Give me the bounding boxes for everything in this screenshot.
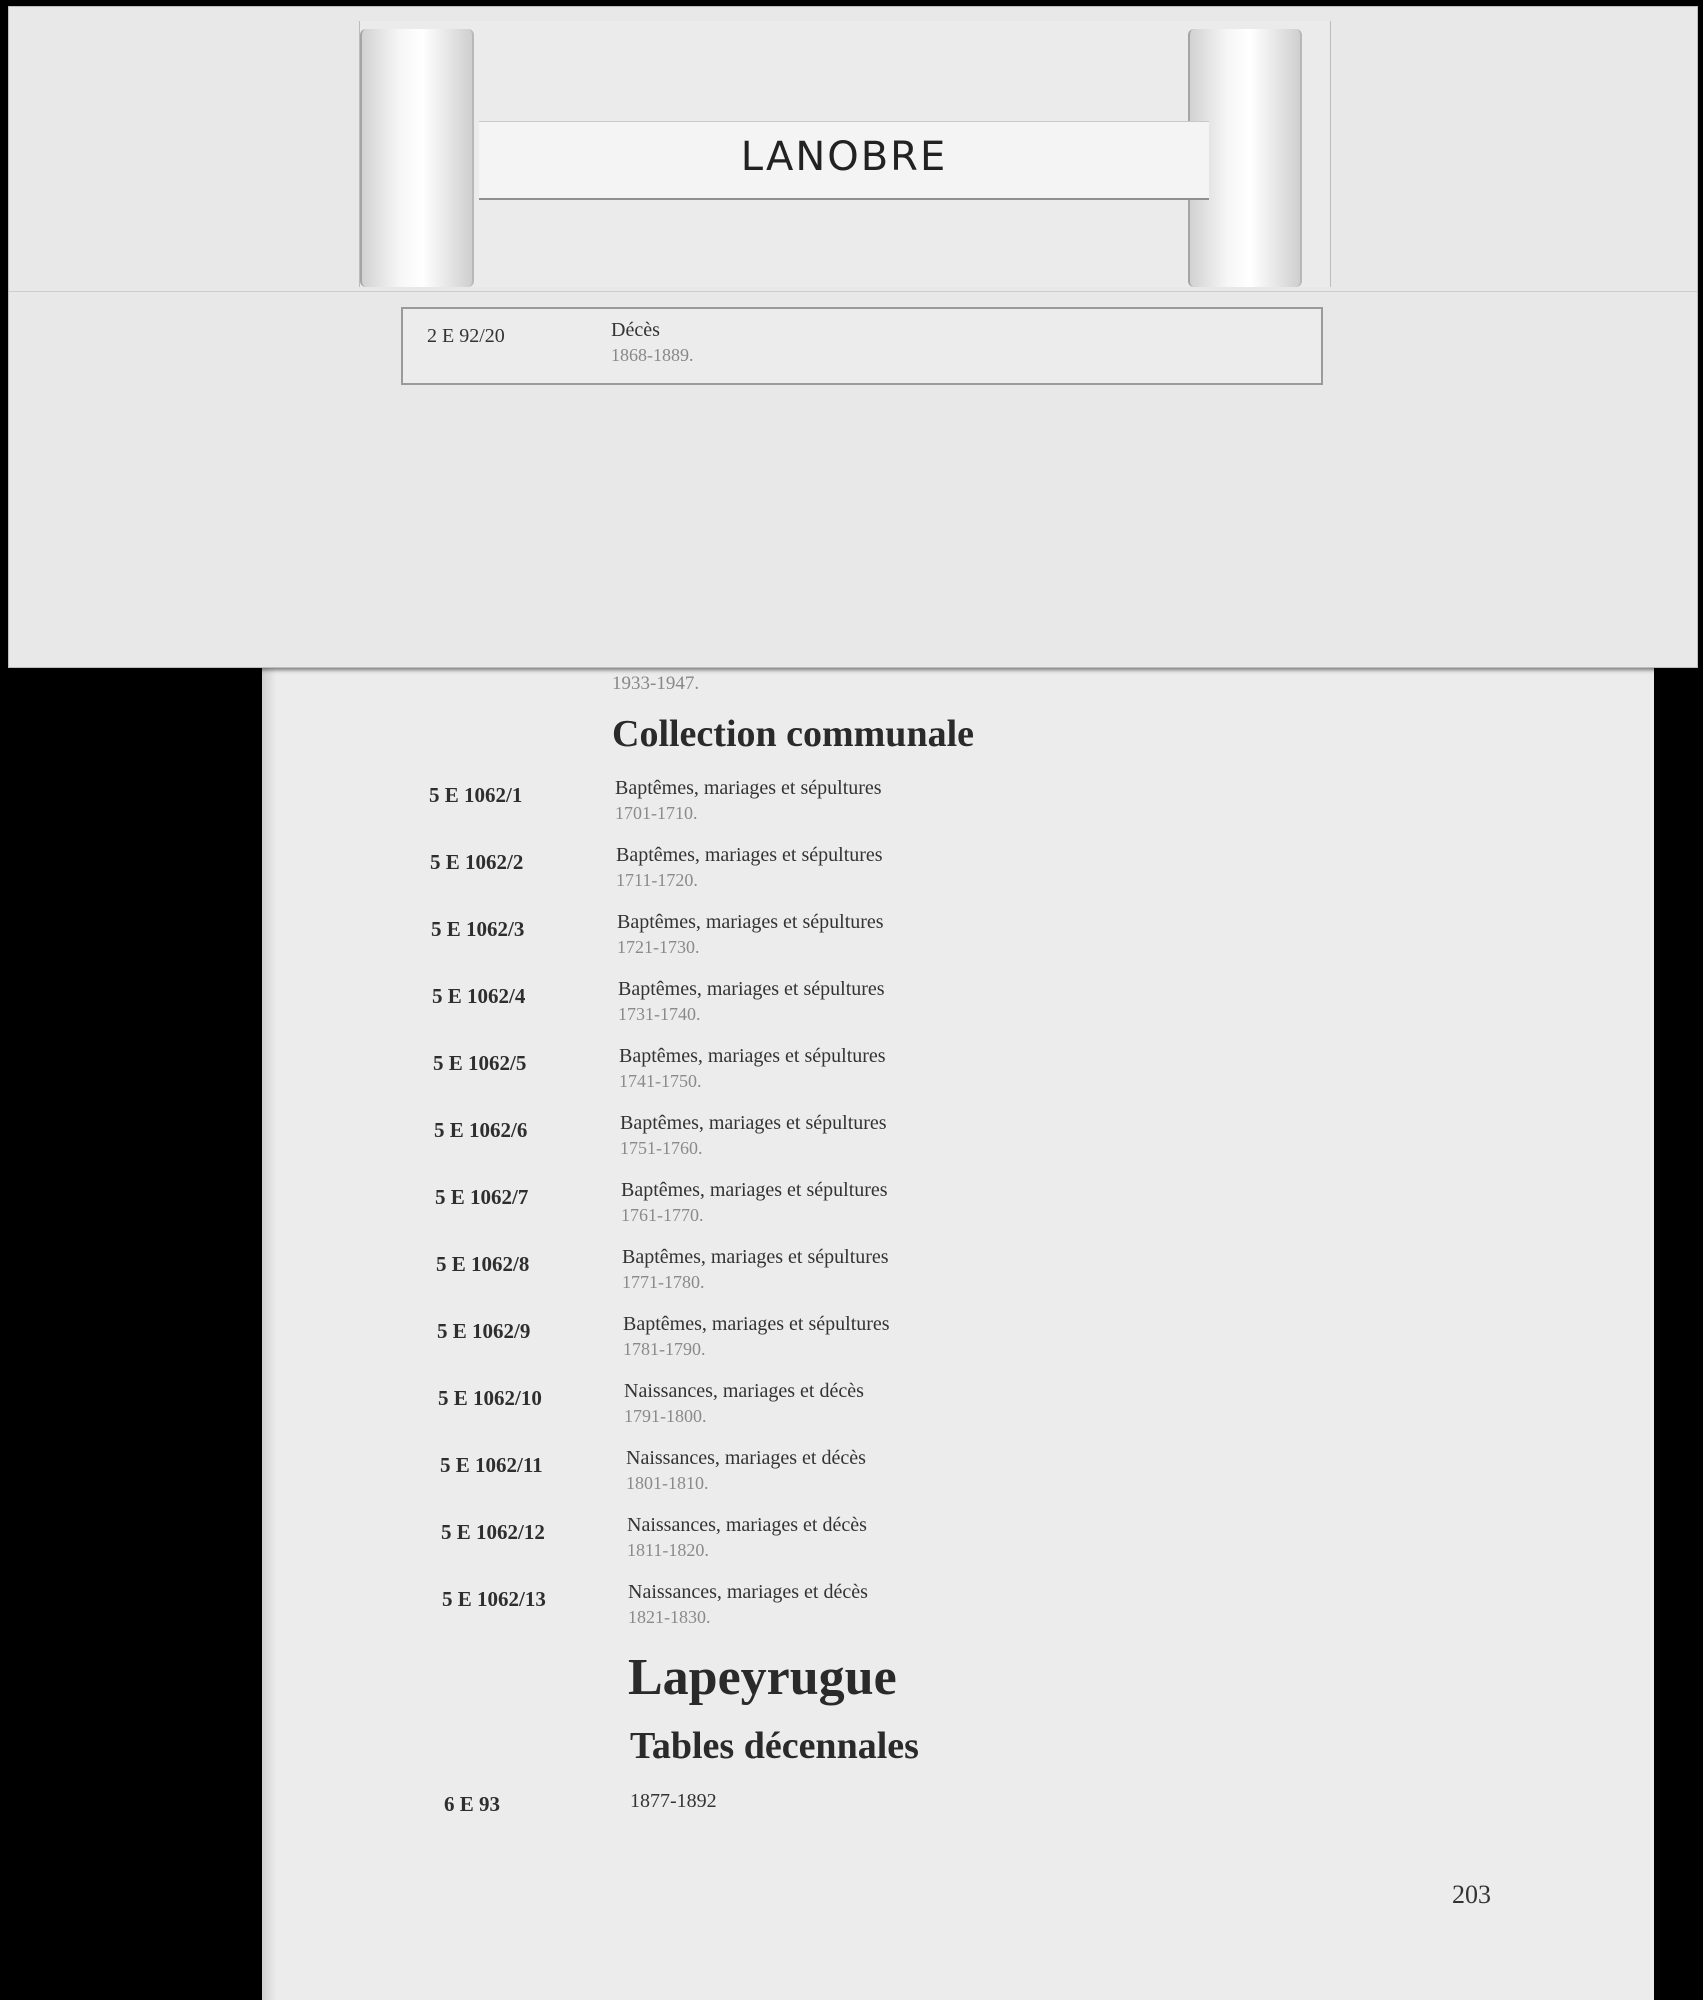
entry-code: 5 E 1062/8: [436, 1252, 530, 1276]
partial-entry-dates: 1933-1947.: [612, 673, 700, 694]
entry-description: Naissances, mariages et décès: [627, 1514, 867, 1536]
entry-dates: 1771-1780.: [622, 1272, 705, 1292]
entry-code: 5 E 1062/11: [440, 1453, 543, 1477]
entry-code: 5 E 1062/6: [434, 1118, 528, 1142]
commune-label: [479, 121, 1209, 200]
entry-code: 6 E 93: [444, 1792, 501, 1816]
entry-code: 2 E 92/20: [427, 325, 505, 347]
entry-description: Baptêmes, mariages et sépultures: [616, 844, 883, 866]
entry-dates: 1711-1720.: [616, 870, 698, 890]
entry-dates: 1791-1800.: [624, 1406, 707, 1426]
entry-dates: 1721-1730.: [617, 937, 700, 957]
tape-strip: [360, 29, 474, 287]
entry-dates: 1741-1750.: [619, 1071, 702, 1091]
entry-dates: 1751-1760.: [620, 1138, 703, 1158]
entry-dates: 1761-1770.: [621, 1205, 704, 1225]
document-page: [262, 600, 1654, 2000]
entry-code: 5 E 1062/12: [441, 1520, 545, 1544]
entry-dates: 1701-1710.: [615, 803, 698, 823]
entry-description: Baptêmes, mariages et sépultures: [617, 911, 884, 933]
entry-description: Baptêmes, mariages et sépultures: [621, 1179, 888, 1201]
entry-description: Naissances, mariages et décès: [626, 1447, 866, 1469]
entry-description: Baptêmes, mariages et sépultures: [623, 1313, 890, 1335]
entry-description: Baptêmes, mariages et sépultures: [618, 978, 885, 1000]
entry-code: 5 E 1062/1: [429, 783, 523, 807]
page-number: 203: [1452, 1880, 1491, 1909]
entry-dates: 1811-1820.: [627, 1540, 709, 1560]
entry-dates: 1868-1889.: [611, 345, 694, 365]
entry-description: Baptêmes, mariages et sépultures: [615, 777, 882, 799]
entry-code: 5 E 1062/9: [437, 1319, 531, 1343]
card-fold-line: [9, 291, 1697, 292]
entry-code: 5 E 1062/7: [435, 1185, 529, 1209]
commune-subtitle: Tables décennales: [630, 1725, 919, 1767]
entry-dates: 1801-1810.: [626, 1473, 709, 1493]
commune-label-text: LANOBRE: [740, 134, 948, 180]
entry-dates: 1731-1740.: [618, 1004, 701, 1024]
entry-description: Naissances, mariages et décès: [628, 1581, 868, 1603]
entry-code: 5 E 1062/13: [442, 1587, 546, 1611]
entry-code: 5 E 1062/2: [430, 850, 524, 874]
collection-title: Collection communale: [612, 713, 975, 755]
commune-title: Lapeyrugue: [628, 1649, 897, 1706]
entry-description: Décès: [611, 319, 660, 341]
card-entry-box: [401, 307, 1323, 385]
entry-code: 5 E 1062/10: [438, 1386, 542, 1410]
entry-code: 5 E 1062/3: [431, 917, 525, 941]
entry-dates: 1877-1892: [630, 1790, 717, 1812]
entry-description: Baptêmes, mariages et sépultures: [622, 1246, 889, 1268]
entry-description: Baptêmes, mariages et sépultures: [619, 1045, 886, 1067]
entry-code: 5 E 1062/4: [432, 984, 526, 1008]
entry-code: 5 E 1062/5: [433, 1051, 527, 1075]
commune-index-card: [8, 6, 1698, 668]
entry-description: Baptêmes, mariages et sépultures: [620, 1112, 887, 1134]
entry-dates: 1781-1790.: [623, 1339, 706, 1359]
entry-description: Naissances, mariages et décès: [624, 1380, 864, 1402]
entry-dates: 1821-1830.: [628, 1607, 711, 1627]
